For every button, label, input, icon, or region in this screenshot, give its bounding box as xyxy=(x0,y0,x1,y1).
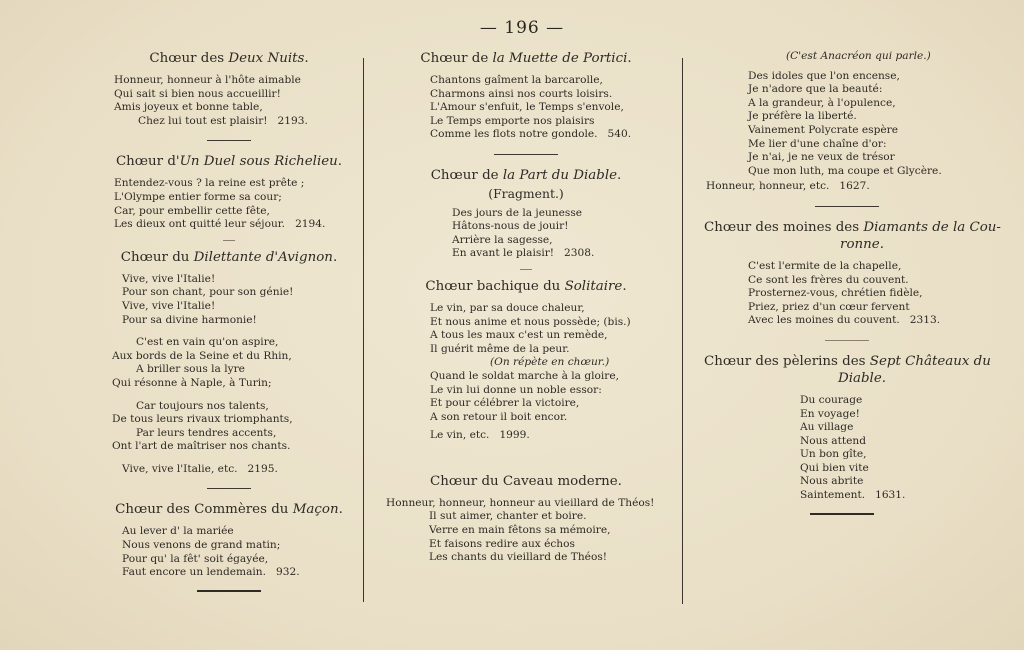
verse-line: Verre en main fêtons sa mémoire, xyxy=(429,524,611,537)
verse-line: Et pour célébrer la victoire, xyxy=(430,397,580,410)
verse-line: Je n'ai, je ne veux de trésor xyxy=(748,151,895,164)
song-commeres xyxy=(98,501,360,579)
verse-line xyxy=(800,489,1000,503)
song-title-continued xyxy=(694,370,1000,387)
song-caveau-moderne xyxy=(378,473,674,565)
song-number: 1631. xyxy=(875,489,906,502)
title-tail: . xyxy=(332,249,338,265)
verse-line: Et nous anime et nous possède; (bis.) xyxy=(430,315,631,328)
title-text: Chœur des xyxy=(149,51,229,66)
title-tail: . xyxy=(338,502,343,518)
verse-line: L'Amour s'enfuit, le Temps s'envole, xyxy=(430,101,624,114)
column-divider-left xyxy=(363,58,364,602)
song-title xyxy=(694,219,1000,236)
verse-line xyxy=(114,218,360,232)
section-separator xyxy=(815,206,879,207)
title-tail: . xyxy=(622,278,627,294)
verse-text: Saintement. xyxy=(800,489,866,502)
bottom-rule xyxy=(197,590,261,592)
stanza xyxy=(98,336,360,390)
column-divider-right xyxy=(682,58,683,604)
verse-text: Chez lui tout est plaisir! xyxy=(138,114,268,127)
song-lines xyxy=(378,302,674,443)
verse-line: Par leurs tendres accents, xyxy=(136,426,277,439)
song-solitaire xyxy=(378,278,674,443)
title-text: Chœur des pèlerins des xyxy=(704,353,870,369)
title-tail: . xyxy=(337,154,343,170)
title-text: Chœur des moines des xyxy=(704,219,864,235)
verse-line: Entendez-vous ? la reine est prête ; xyxy=(114,177,305,190)
song-lines xyxy=(98,525,360,579)
verse-line: L'Olympe entier forme sa cour; xyxy=(114,190,282,203)
title-italic: Diamants de la Cou- xyxy=(863,219,1001,235)
stage-note: (C'est Anacréon qui parle.) xyxy=(786,50,931,62)
verse-line: A tous les maux c'est un remède, xyxy=(430,329,608,342)
verse-text: Les dieux ont quitté leur séjour. xyxy=(114,218,286,231)
verse-line: Nous attend xyxy=(800,434,866,447)
section-separator xyxy=(520,269,532,270)
verse-line: Me lier d'une chaîne d'or: xyxy=(748,137,887,150)
column-left xyxy=(98,50,360,592)
page-number: — 196 — xyxy=(479,18,565,38)
song-lines xyxy=(694,70,1000,179)
title-tail: . xyxy=(879,236,884,252)
verse-line xyxy=(114,115,360,129)
column-right xyxy=(694,50,1000,515)
title-tail: . xyxy=(881,370,887,386)
verse-line: Qui résonne à Naple, à Turin; xyxy=(112,376,272,389)
song-number: 540. xyxy=(607,128,632,141)
verse-text: Comme les flots notre gondole. xyxy=(430,128,598,141)
verse-line: Chantons gaîment la barcarolle, xyxy=(430,74,603,86)
stanza xyxy=(98,273,360,327)
verse-text: En avant le plaisir! xyxy=(452,247,555,260)
title-italic: Diable xyxy=(837,370,882,386)
verse-line: Le vin, par sa douce chaleur, xyxy=(430,301,585,314)
song-title xyxy=(378,278,674,295)
verse-line: C'est l'ermite de la chapelle, xyxy=(748,259,902,272)
title-italic: la Part du Diable xyxy=(502,167,618,183)
title-text: Chœur des Commères du xyxy=(115,502,293,518)
verse-line: Quand le soldat marche à la gloire, xyxy=(430,369,619,382)
song-lines xyxy=(694,394,1000,503)
verse-line xyxy=(122,566,360,580)
verse-line: Je n'adore que la beauté: xyxy=(748,83,883,96)
verse-text: Le vin, etc. xyxy=(430,429,490,442)
song-number: 1627. xyxy=(839,180,870,193)
song-sept-chateaux xyxy=(694,353,1000,503)
stage-note: (On répète en chœur.) xyxy=(490,356,610,369)
verse-text: Honneur, honneur, etc. xyxy=(706,180,830,193)
verse-line: Je préfère la liberté. xyxy=(748,110,857,123)
verse-line: Que mon luth, ma coupe et Glycère. xyxy=(748,164,942,177)
verse-line: Qui bien vite xyxy=(800,461,869,474)
song-dilettante xyxy=(98,249,360,477)
verse-text: Vive, vive l'Italie, etc. xyxy=(122,462,238,475)
song-number: 2313. xyxy=(909,314,941,327)
section-separator xyxy=(207,140,251,141)
song-number: 2308. xyxy=(564,247,595,260)
verse-line xyxy=(748,314,1000,328)
title-tail: . xyxy=(304,51,309,66)
song-number: 2193. xyxy=(277,114,308,127)
verse-line: Vive, vive l'Italie! xyxy=(122,272,216,285)
verse-line: Car, pour embellir cette fête, xyxy=(114,204,270,217)
verse-line: C'est en vain qu'on aspire, xyxy=(136,336,279,349)
verse-line: A son retour il boit encor. xyxy=(430,410,568,423)
verse-line: Charmons ainsi nos courts loisirs. xyxy=(430,87,613,100)
verse-line: Du courage xyxy=(800,393,863,406)
song-duel-richelieu xyxy=(98,153,360,231)
verse-line: A briller sous la lyre xyxy=(136,363,245,376)
section-separator xyxy=(207,488,251,489)
verse-line: Nous abrite xyxy=(800,475,864,488)
verse-line: Honneur, honneur, honneur au vieillard de Théos! xyxy=(386,496,655,509)
section-separator xyxy=(494,154,558,155)
title-text: Chœur bachique du xyxy=(425,278,565,294)
song-title xyxy=(378,167,674,184)
title-italic: Sept Châteaux du xyxy=(869,353,991,369)
verse-line xyxy=(452,247,674,261)
song-number: 932. xyxy=(275,566,300,579)
song-lines xyxy=(694,260,1000,328)
title-text: Chœur d' xyxy=(115,154,180,170)
verse-line: Le vin lui donne un noble essor: xyxy=(430,383,602,396)
song-subtitle: (Fragment.) xyxy=(488,185,564,201)
song-title xyxy=(98,249,360,266)
verse-line: Pour sa divine harmonie! xyxy=(122,313,257,326)
verse-line: Pour qu' la fêt' soit égayée, xyxy=(122,552,269,565)
verse-line: Priez, priez d'un cœur fervent xyxy=(748,300,910,313)
verse-line: De tous leurs rivaux triomphants, xyxy=(112,413,293,426)
verse-line: Amis joyeux et bonne table, xyxy=(114,101,263,114)
title-italic: Maçon xyxy=(292,502,339,518)
section-separator xyxy=(223,240,235,241)
title-tail: . xyxy=(617,167,622,183)
song-deux-nuits xyxy=(98,50,360,128)
song-number: 2195. xyxy=(247,462,278,475)
song-title xyxy=(98,50,360,67)
song-lines xyxy=(378,207,674,261)
title-italic: la Muette de Portici xyxy=(492,51,628,66)
verse-line: Nous venons de grand matin; xyxy=(122,539,281,552)
verse-line: Prosternez-vous, chrétien fidèle, xyxy=(748,287,923,300)
verse-line: Et faisons redire aux échos xyxy=(429,537,575,550)
verse-line xyxy=(430,128,674,142)
title-italic: Solitaire xyxy=(564,278,623,294)
verse-line: Il sut aimer, chanter et boire. xyxy=(429,510,587,523)
song-title xyxy=(378,50,674,67)
verse-line xyxy=(122,463,360,477)
section-separator xyxy=(825,340,869,341)
song-anacreon-continued xyxy=(694,50,1000,194)
verse-line: Ce sont les frères du couvent. xyxy=(748,273,909,286)
verse-line: Car toujours nos talents, xyxy=(136,399,269,412)
song-diamants-couronne xyxy=(694,219,1000,328)
verse-line: Au lever d' la mariée xyxy=(122,525,234,538)
verse-line: Les chants du vieillard de Théos! xyxy=(429,551,608,564)
stanza xyxy=(98,400,360,454)
title-text: Chœur de xyxy=(430,167,503,183)
verse-line: En voyage! xyxy=(800,407,860,420)
verse-line: Il guérit même de la peur. xyxy=(430,342,570,355)
verse-line xyxy=(430,429,674,443)
verse-text: Avec les moines du couvent. xyxy=(748,314,900,327)
verse-line: A la grandeur, à l'opulence, xyxy=(748,96,896,109)
verse-line: Un bon gîte, xyxy=(800,448,867,461)
verse-text: Faut encore un lendemain. xyxy=(122,566,266,579)
column-middle xyxy=(378,50,674,565)
verse-line: Pour son chant, pour son génie! xyxy=(122,286,294,299)
song-lines xyxy=(378,74,674,142)
song-lines xyxy=(98,74,360,128)
verse-line: Hâtons-nous de jouir! xyxy=(452,220,569,233)
title-text: Chœur du xyxy=(120,249,194,265)
verse-line: Des idoles que l'on encense, xyxy=(748,69,900,82)
title-italic: Un Duel sous Richelieu xyxy=(179,154,338,170)
verse-line: Aux bords de la Seine et du Rhin, xyxy=(112,349,292,362)
bottom-rule xyxy=(810,513,874,515)
stanza xyxy=(98,463,360,477)
verse-line: Qui sait si bien nous accueillir! xyxy=(114,87,281,100)
title-italic: Dilettante d'Avignon xyxy=(193,249,333,265)
song-part-du-diable xyxy=(378,167,674,261)
title-italic: ronne xyxy=(840,236,880,252)
verse-line: Vive, vive l'Italie! xyxy=(122,299,216,312)
song-lines xyxy=(98,177,360,231)
title-tail: . xyxy=(627,51,632,66)
title-italic: Deux Nuits xyxy=(228,51,305,66)
song-title xyxy=(98,153,360,170)
title-text: Chœur de xyxy=(420,51,493,66)
song-title xyxy=(98,501,360,518)
verse-line: Des jours de la jeunesse xyxy=(452,206,583,219)
verse-line: Vainement Polycrate espère xyxy=(748,123,898,136)
verse-line: Au village xyxy=(800,421,854,434)
verse-line: Ont l'art de maîtriser nos chants. xyxy=(112,440,291,453)
song-title xyxy=(694,353,1000,370)
song-lines xyxy=(378,497,674,565)
song-number: 1999. xyxy=(499,429,530,442)
verse-line: Honneur, honneur à l'hôte aimable xyxy=(114,74,301,86)
song-title-continued xyxy=(694,236,1000,253)
verse-line: Arrière la sagesse, xyxy=(452,233,553,246)
song-muette-portici xyxy=(378,50,674,142)
verse-line xyxy=(694,180,1000,194)
song-title: Chœur du Caveau moderne. xyxy=(430,473,622,489)
verse-line: Le Temps emporte nos plaisirs xyxy=(430,114,595,127)
song-number: 2194. xyxy=(295,218,326,231)
